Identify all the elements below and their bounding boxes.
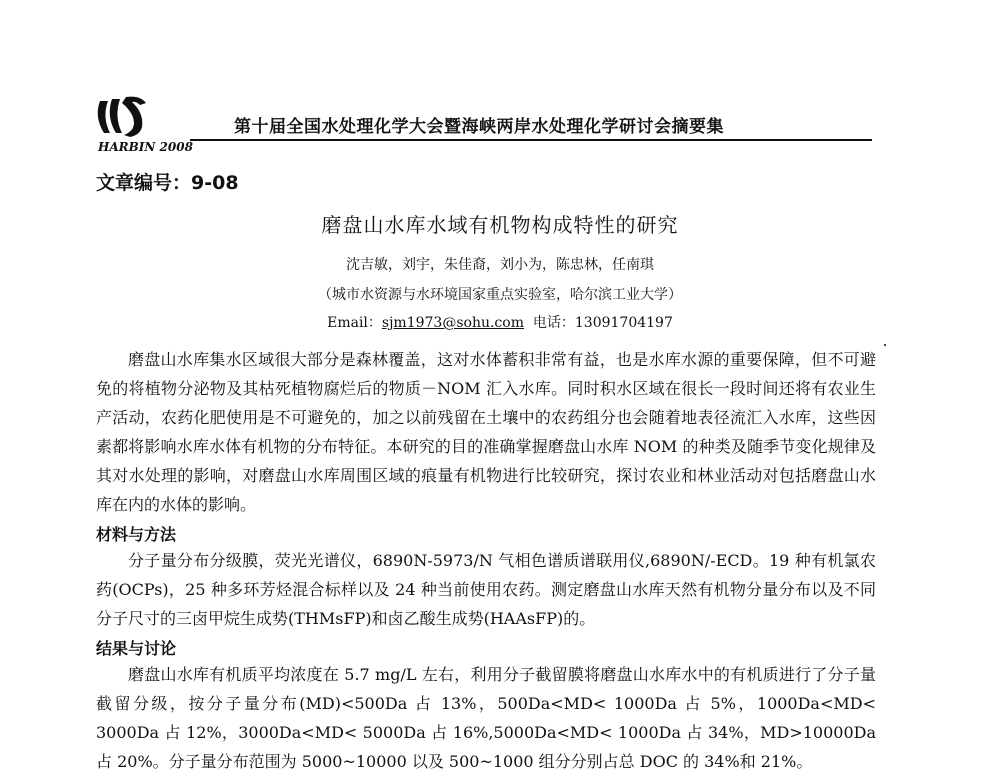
article-number: 文章编号：9-08 xyxy=(96,172,239,194)
results-heading: 结果与讨论 xyxy=(96,639,177,658)
email-label: Email： xyxy=(327,315,382,331)
conference-title: 第十届全国水处理化学大会暨海峡两岸水处理化学研讨会摘要集 xyxy=(234,117,724,137)
results-text: 磨盘山水库有机质平均浓度在 5.7 mg/L 左右，利用分子截留膜将磨盘山水库水中的有机质进行了分子量截留分级，按分子量分布(MD)<500Da 占 13%，500Da<MD< 1000Da 占 5%，1000Da<MD< 3000Da 占 12%，3000Da<MD< 5000Da 占 16%,5000Da<MD< 1000Da 占 34%，MD>10000Da 占 20%。分子量分布范围为 5000~10000 以及 500~1000 组分分别占总 DOC 的 34%和 21%。 xyxy=(96,665,876,771)
paper-title: 磨盘山水库水域有机物构成特性的研究 xyxy=(321,213,679,237)
intro-paragraph xyxy=(96,345,876,519)
methods-text: 分子量分布分级膜，荧光光谱仪，6890N-5973/N 气相色谱质谱联用仪,6890N/-ECD。19 种有机氯农药(OCPs)，25 种多环芳烃混合标样以及 24 种当前使用农药。测定磨盘山水库天然有机物分量分布以及不同分子尺寸的三卤甲烷生成势(THMsFP)和卤乙酸生成势(HAAsFP)的。 xyxy=(96,551,876,628)
logo-text: HARBIN 2008 xyxy=(98,140,193,154)
results-paragraph xyxy=(96,660,876,771)
affiliation: （城市水资源与水环境国家重点实验室，哈尔滨工业大学） xyxy=(318,287,682,303)
author-list: 沈吉敏，刘宇，朱佳裔，刘小为，陈忠林，任南琪 xyxy=(346,257,654,273)
email-link[interactable]: sjm1973@sohu.com xyxy=(381,315,524,331)
methods-heading: 材料与方法 xyxy=(96,525,177,544)
contact-line xyxy=(0,312,1000,332)
methods-paragraph xyxy=(96,546,876,633)
speck xyxy=(884,344,886,346)
phone: 电话：13091704197 xyxy=(532,315,673,331)
conference-logo xyxy=(96,93,193,155)
header-rule xyxy=(190,139,872,141)
intro-text: 磨盘山水库集水区域很大部分是森林覆盖，这对水体蓄积非常有益，也是水库水源的重要保障，但不可避免的将植物分泌物及其枯死植物腐烂后的物质－NOM 汇入水库。同时积水区域在很长一段时间还将有农业生产活动，农药化肥使用是不可避免的，加之以前残留在土壤中的农药组分也会随着地表径流汇入水库，这些因素都将影响水库水体有机物的分布特征。本研究的目的准确掌握磨盘山水库 NOM 的种类及随季节变化规律及其对水处理的影响，对磨盘山水库周围区域的痕量有机物进行比较研究，探讨农业和林业活动对包括磨盘山水库在内的水体的影响。 xyxy=(96,350,876,514)
